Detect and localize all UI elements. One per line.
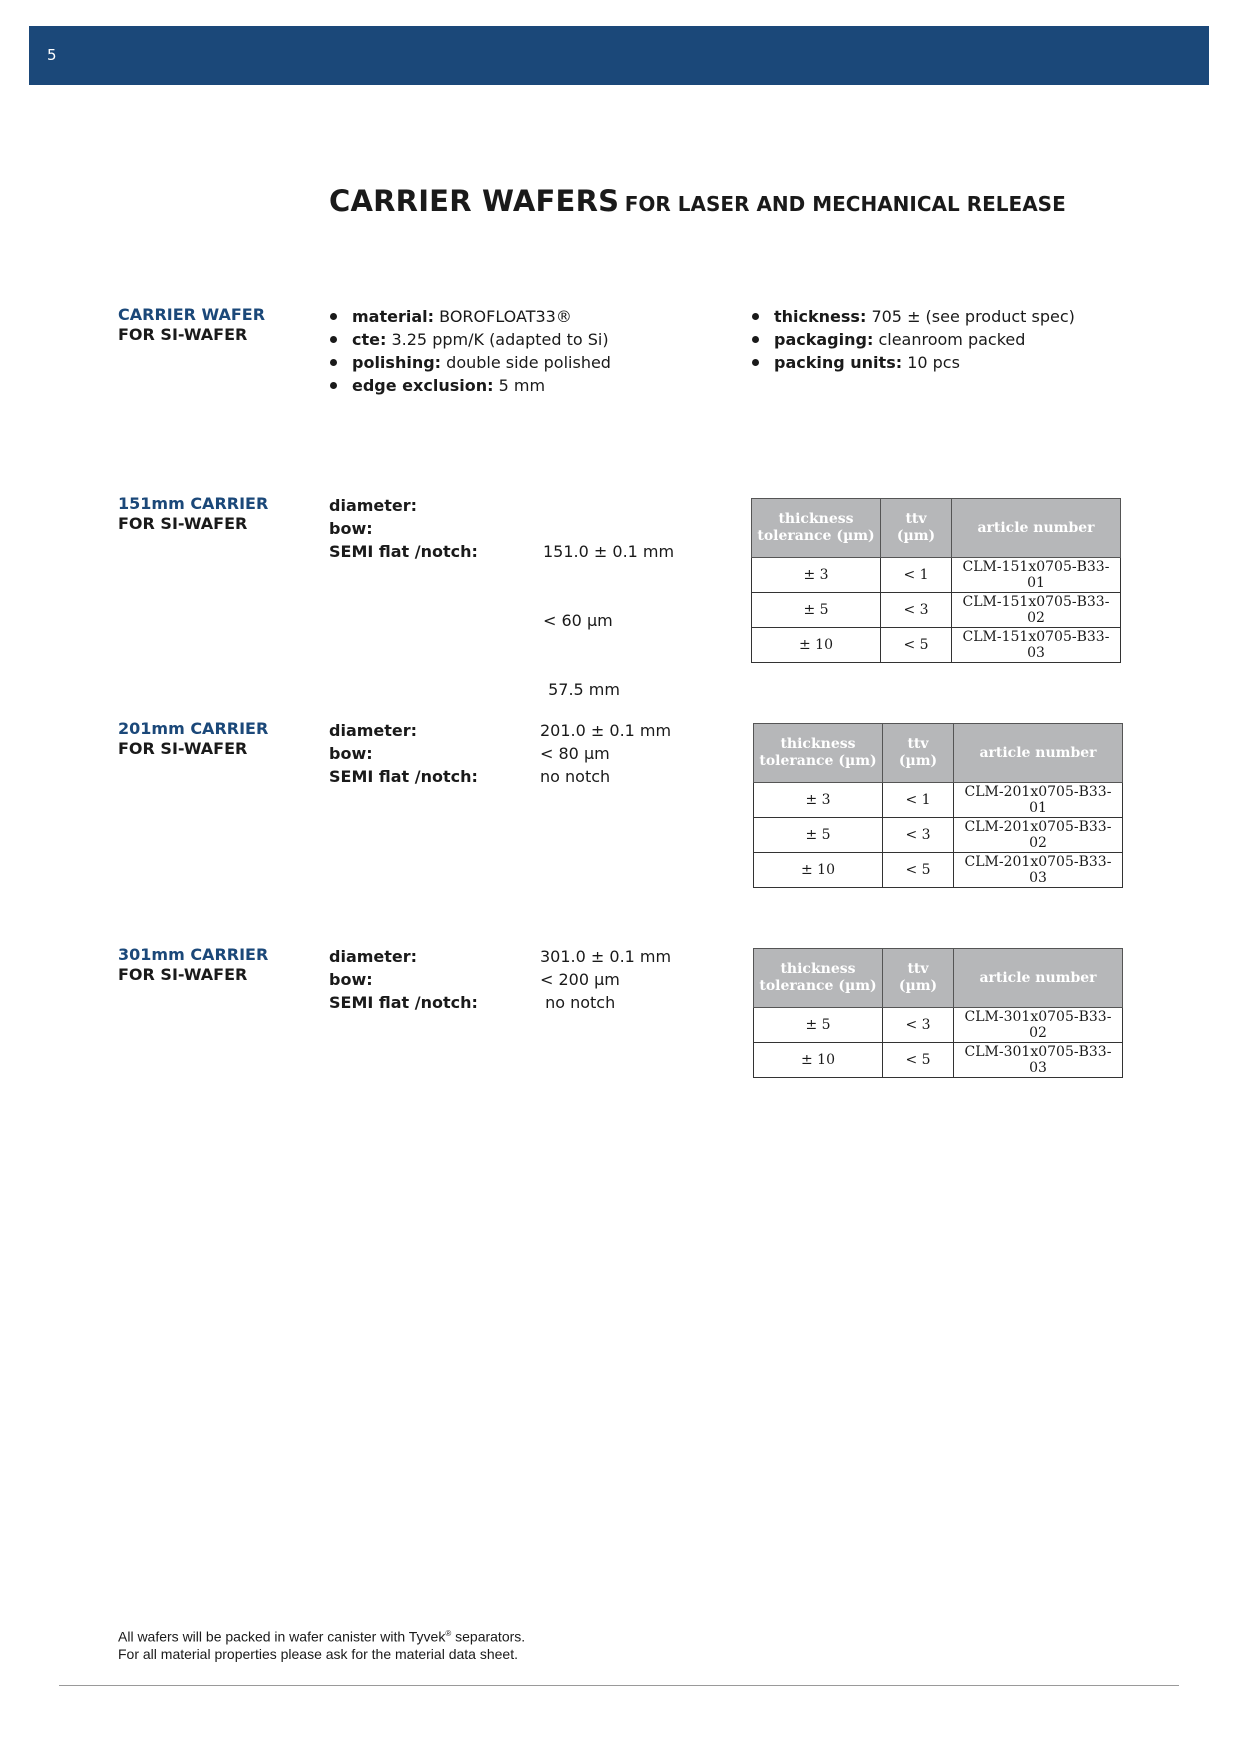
table-row: ± 5 < 3 CLM-151x0705-B33-02 (752, 593, 1121, 628)
product-301-spec-values: 301.0 ± 0.1 mm < 200 µm no notch (540, 947, 672, 1012)
header-bar (29, 26, 1209, 85)
col-thickness-tolerance: thickness tolerance (µm) (754, 949, 883, 1008)
general-section-title (118, 305, 265, 345)
product-151-title: 151mm CARRIER FOR SI-WAFER (118, 494, 269, 533)
property-edge-exclusion: edge exclusion: 5 mm (329, 374, 611, 397)
product-201-spec-values: 201.0 ± 0.1 mm < 80 µm no notch (540, 721, 672, 786)
property-packing-units: packing units: 10 pcs (751, 351, 1075, 374)
property-polishing: polishing: double side polished (329, 351, 611, 374)
table-row: ± 10 < 5 CLM-301x0705-B33-03 (754, 1043, 1123, 1078)
col-article-number: article number (954, 949, 1123, 1008)
footer-divider (59, 1685, 1179, 1686)
footnote-line1: All wafers will be packed in wafer canister with Tyvek® separators. (118, 1628, 526, 1645)
page-number: 5 (47, 46, 57, 64)
col-ttv: ttv (µm) (883, 949, 954, 1008)
page-title-sub: FOR LASER AND MECHANICAL RELEASE (624, 192, 1066, 216)
product-301-spec-labels: diameter: bow: SEMI flat /notch: (329, 947, 478, 1012)
col-ttv: ttv (µm) (881, 499, 952, 558)
product-301-table (753, 948, 1123, 1078)
property-cte: cte: 3.25 ppm/K (adapted to Si) (329, 328, 611, 351)
col-ttv: ttv (µm) (883, 724, 954, 783)
table-row: ± 10 < 5 CLM-201x0705-B33-03 (754, 853, 1123, 888)
product-301-title: 301mm CARRIER FOR SI-WAFER (118, 945, 269, 984)
col-article-number: article number (954, 724, 1123, 783)
product-151-table (751, 498, 1121, 663)
page-title (329, 184, 1066, 218)
col-thickness-tolerance: thickness tolerance (µm) (752, 499, 881, 558)
table-row: ± 3 < 1 CLM-151x0705-B33-01 (752, 558, 1121, 593)
property-packaging: packaging: cleanroom packed (751, 328, 1075, 351)
product-201-table (753, 723, 1123, 888)
product-151-spec-values: 151.0 ± 0.1 mm < 60 µm 57.5 mm (543, 542, 675, 699)
table-row: ± 10 < 5 CLM-151x0705-B33-03 (752, 628, 1121, 663)
footnote (118, 1625, 525, 1663)
property-thickness: thickness: 705 ± (see product spec) (751, 305, 1075, 328)
page-title-main: CARRIER WAFERS (329, 184, 620, 218)
general-title-line1: CARRIER WAFER (118, 305, 266, 324)
table-row: ± 3 < 1 CLM-201x0705-B33-01 (754, 783, 1123, 818)
col-thickness-tolerance: thickness tolerance (µm) (754, 724, 883, 783)
general-title-line2: FOR SI-WAFER (118, 325, 248, 344)
table-row: ± 5 < 3 CLM-201x0705-B33-02 (754, 818, 1123, 853)
col-article-number: article number (952, 499, 1121, 558)
footnote-line2: For all material properties please ask for the material data sheet. (118, 1645, 518, 1662)
product-151-spec-labels: diameter: bow: SEMI flat /notch: (329, 496, 478, 561)
general-properties-col2 (751, 305, 1075, 374)
product-201-title: 201mm CARRIER FOR SI-WAFER (118, 719, 269, 758)
property-material: material: BOROFLOAT33® (329, 305, 611, 328)
table-row: ± 5 < 3 CLM-301x0705-B33-02 (754, 1008, 1123, 1043)
product-201-spec-labels: diameter: bow: SEMI flat /notch: (329, 721, 478, 786)
general-properties-col1 (329, 305, 611, 397)
